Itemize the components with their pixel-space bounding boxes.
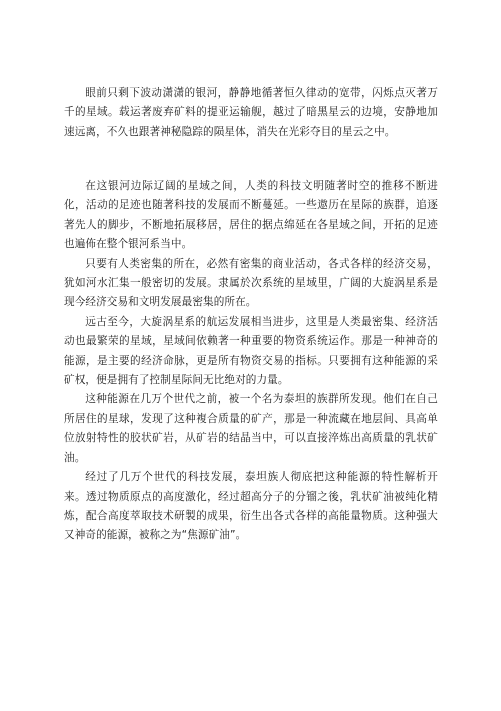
paragraph-human-expansion: 在这银河边际辽阔的星域之间，人类的科技文明随著时空的推移不断进化，活动的足迹也随著科技的发展而不断蔓延。一些遨历在星际的族群，追逐著先人的脚步，不断地拓展移居，居住的据点绵延在各星域之间，开拓的足迹也遍佈在整个银河系当中。 [64,180,438,251]
section-two [64,177,438,546]
paragraph-commerce: 只要有人类密集的所在，必然有密集的商业活动，各式各样的经济交易，犹如河水汇集一般密切的发展。隶属於次系统的星域里，广阔的大旋涡星系是现今经济交易和文明发展最密集的所在。 [64,257,438,309]
section-one [64,84,438,142]
paragraph-coke-oil: 经过了几万个世代的科技发展，泰坦族人彻底把这种能源的特性解析开来。透过物质原点的高度激化，经过超高分子的分镏之後，乳状矿油被纯化精炼，配合高度萃取技术研製的成果，衍生出各式各样的高能量物质。这种强大又神奇的能源，被称之为“焦源矿油”。 [64,471,438,542]
paragraph-galaxy-view: 眼前只剩下波动潇潇的银河，静静地循著恒久律动的宽带，闪烁点灭著万千的星域。载运著废弃矿料的提亚运输舰，越过了暗黑星云的边境，安静地加速远离，不久也跟著神秘隐踪的陨星体，消失在光彩夺目的星云之中。 [64,87,438,138]
paragraph-titan-discovery: 这种能源在几万个世代之前，被一个名为泰坦的族群所发现。他们在自己所居住的星球，发现了这种複合质量的矿产，那是一种流藏在地层间、具高单位放射特性的胶状矿岩，从矿岩的结晶当中，可以直接淬炼出高质量的乳状矿油。 [64,393,438,464]
paragraph-energy-resource: 远古至今，大旋涡星系的航运发展相当进步，这里是人类最密集、经济活动也最繁荣的星域，星域间依赖著一种重要的物资系统运作。那是一种神奇的能源，是主要的经济命脉，更是所有物资交易的指标。只要拥有这种能源的采矿权，便是拥有了控制星际间无比绝对的力量。 [64,315,438,387]
